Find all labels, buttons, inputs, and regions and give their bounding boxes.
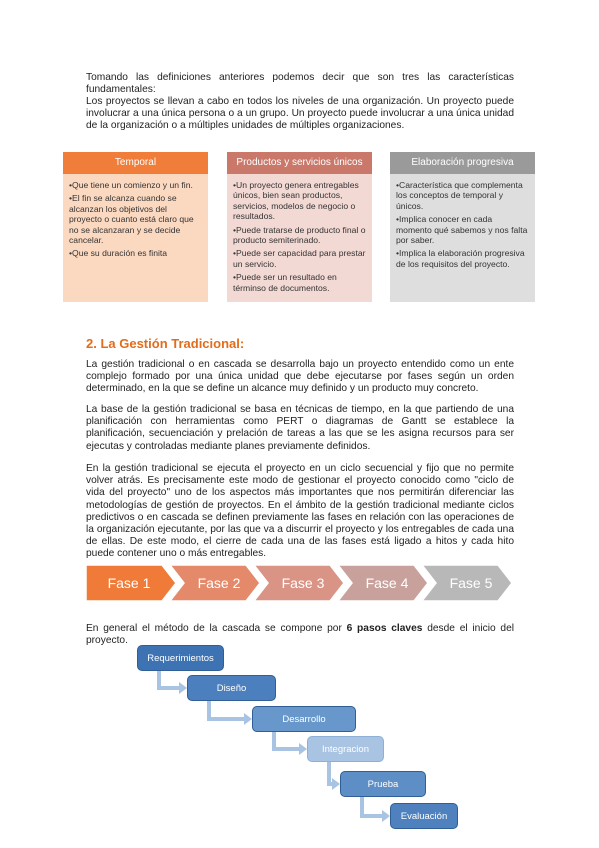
paragraph-2: La base de la gestión tradicional se basa en técnicas de tiempo, en la que partiendo de una planificación con herramientas como PERT o diagramas de Gantt se establece la planificación, secuenciación y prelación de tareas a las que se les asigna recursos para ser ejecutas y controladas mediante planes previamente definidos. [86, 404, 514, 452]
column-bullet: •Un proyecto genera entregables únicos, bien sean productos, servicios, modelos de negocio o resultados. [233, 180, 359, 222]
paragraph-3: En la gestión tradicional se ejecuta el proyecto en un ciclo secuencial y fijo que no permite volver atrás. Es precisamente este modo de gestionar el proyecto conocido como "ciclo de vida del proyecto" uno de los aspectos más importantes que nos permitirán diferenciar las metodologías de gestión de proyectos. En el ámbito de la gestión tradicional mediante ciclos predictivos o en cascada se definen previamente las fases en relación con las operaciones de la organización ejecutante, por las que va a discurrir el proyecto y los entregables de cada una de ellas. De este modo, el cierre de cada una de las fases está ligado a hitos y cada hito puede contener uno o más entregables. [86, 463, 514, 560]
step-connector [209, 701, 246, 719]
waterfall-step: Prueba [340, 771, 426, 797]
step-arrowhead [332, 778, 340, 790]
column-title: Temporal [63, 152, 208, 174]
column-bullet: •Puede tratarse de producto final o producto semiterinado. [233, 224, 366, 246]
column-bullet: •El fin se alcanza cuando se alcanzan los objetivos del proyecto o cuanto está claro que no se alcanzaran y se decide cancelar. [69, 193, 194, 246]
paragraph-1: La gestión tradicional o en cascada se desarrolla bajo un proyecto entendido como un ente complejo formado por una única unidad que debe ejecutarse por fases según un orden determinado, en la que se define un alcance muy definido y un producto muy concreto. [86, 359, 514, 395]
phase-label: Fase 4 [365, 575, 409, 591]
waterfall-step: Integracion [307, 736, 384, 762]
step-arrowhead [299, 743, 307, 755]
waterfall-step: Desarrollo [252, 706, 356, 732]
column-bullet: •Que tiene un comienzo y un fin. [69, 180, 193, 190]
step-arrowhead [382, 810, 390, 822]
column-bullet: •Implica la elaboración progresiva de los requisitos del proyecto. [396, 248, 525, 269]
column-bullet: •Que su duración es finita [69, 248, 168, 259]
phase-label: Fase 1 [107, 575, 151, 591]
phase-label: Fase 3 [281, 575, 325, 591]
phase-label: Fase 5 [449, 575, 493, 591]
step-arrowhead [179, 682, 187, 694]
intro-line1: Tomando las definiciones anteriores podemos decir que son tres las características fundamentales: [86, 72, 514, 96]
waterfall-step: Requerimientos [137, 645, 224, 671]
paragraph-4-bold: 6 pasos claves [346, 623, 423, 634]
step-arrowhead [244, 713, 252, 725]
column-bullet: •Puede ser capacidad para prestar un servicio. [233, 248, 366, 269]
column-title: Elaboración progresiva [390, 152, 535, 174]
intro-line2: Los proyectos se llevan a cabo en todos los niveles de una organización. Un proyecto puede involucrar a una única persona o a un grupo. Un proyecto puede involucrar a una única unidad de la organización o a múltiples unidades de múltiples organizaciones. [86, 96, 514, 132]
column-bullet: •Implica conocer en cada momento qué sabemos y nos falta por saber. [396, 214, 528, 246]
column-title: Productos y servicios únicos [227, 152, 372, 174]
step-connector [159, 671, 181, 688]
phase-label: Fase 2 [197, 575, 241, 591]
waterfall-step: Diseño [187, 675, 276, 701]
step-connector [274, 732, 301, 749]
section-title: 2. La Gestión Tradicional: [86, 336, 245, 351]
column-bullet: •Característica que complementa los conceptos de temporal y únicos. [396, 180, 523, 211]
paragraph-4-text: En general el método de la cascada se compone por [86, 623, 347, 634]
step-connector [362, 797, 384, 816]
waterfall-step: Evaluación [390, 803, 458, 829]
paragraph-4-end: desde el inicio del proyecto. [86, 623, 514, 647]
column-bullet: •Puede ser un resultado en términso de documentos. [233, 272, 337, 293]
